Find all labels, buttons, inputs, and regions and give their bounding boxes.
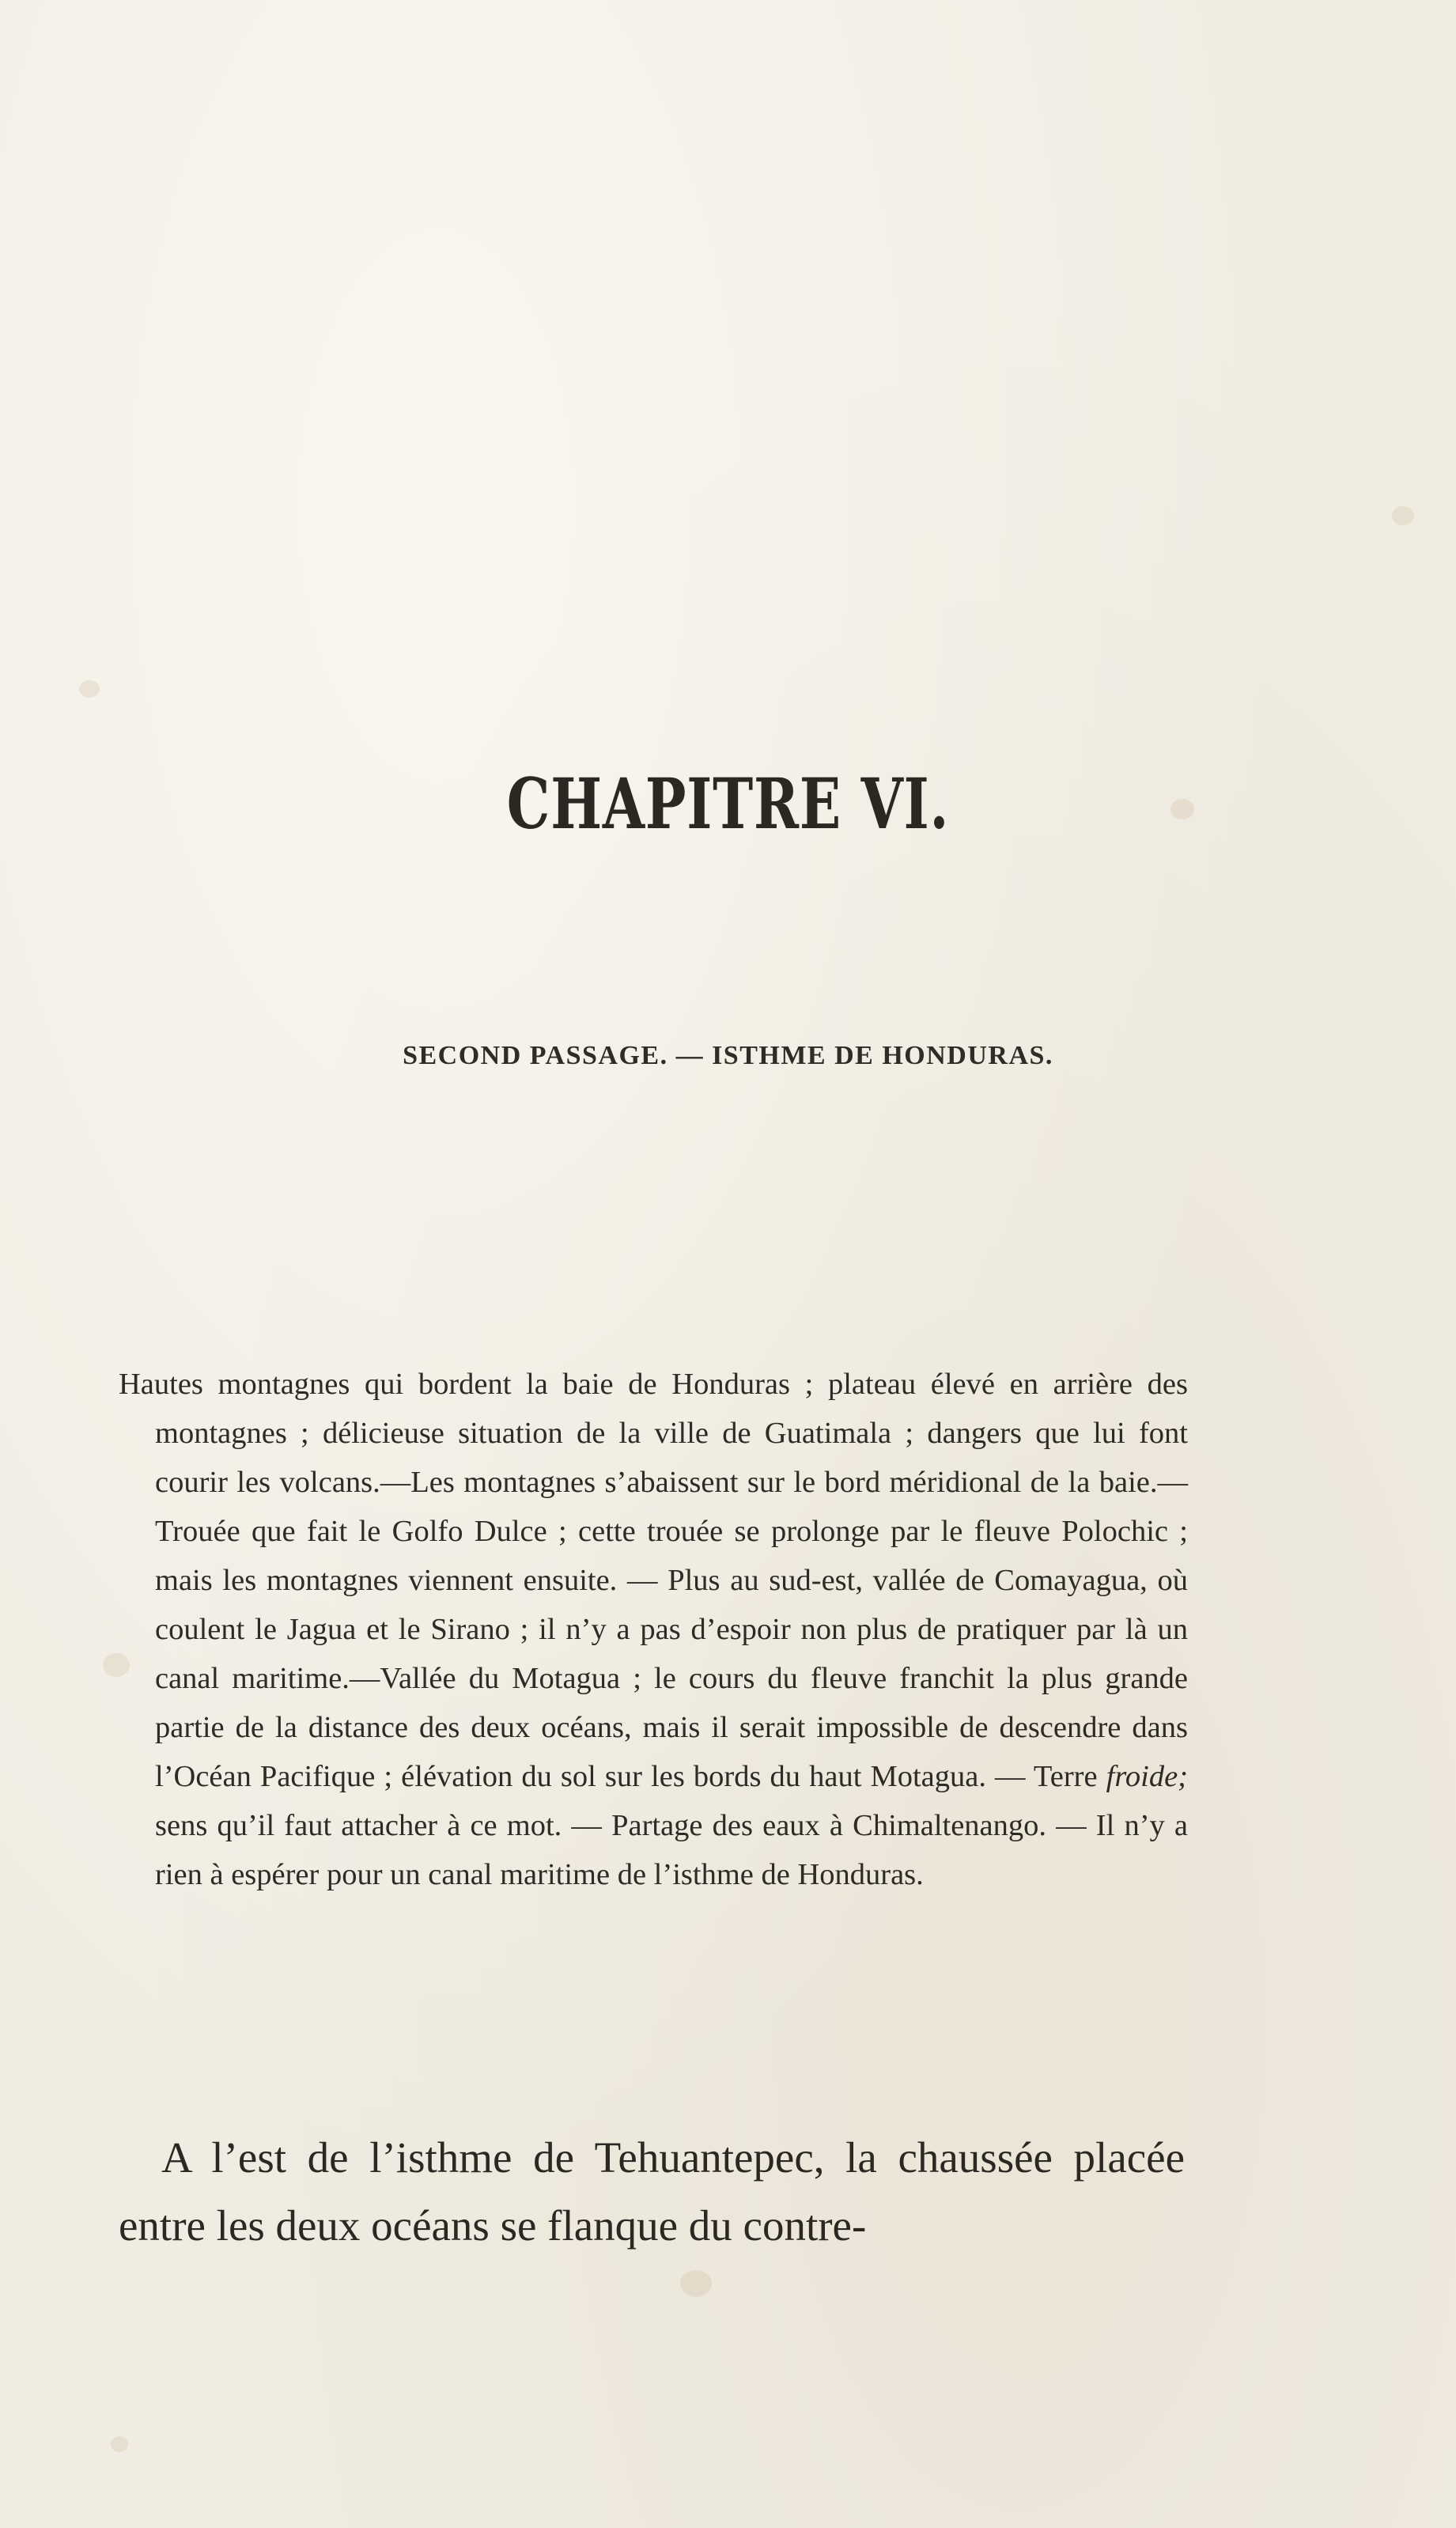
body-paragraph: A l’est de l’isthme de Tehuantepec, la chaussée placée entre les deux océans se flanque du contre- — [119, 2133, 1185, 2250]
chapter-summary — [119, 1360, 1188, 1899]
summary-text-continued: sens qu’il faut attacher à ce mot. — Partage des eaux à Chimaltenango. — Il n’y a rien à espérer pour un canal maritime de l’isthme de Honduras. — [155, 1808, 1188, 1891]
foxing-spot — [680, 2270, 712, 2297]
foxing-spot — [111, 2436, 128, 2452]
section-heading: SECOND PASSAGE. — ISTHME DE HONDURAS. — [403, 1041, 1053, 1070]
foxing-spot — [79, 680, 100, 698]
chapter-title: CHAPITRE VI. — [506, 762, 950, 845]
summary-text: Hautes montagnes qui bordent la baie de Honduras ; plateau élevé en arrière des montagnes ; délicieuse situation de la ville de Guatimala ; dangers que lui font courir les volcans.—Les montagnes s’abaissent sur le bord méridional de la baie.—Trouée que fait le Golfo Dulce ; cette trouée se prolonge par le fleuve Polochic ; mais les montagnes viennent ensuite. — Plus au sud-est, vallée de Comayagua, où coulent le Jagua et le Sirano ; il n’y a pas d’espoir non plus de pratiquer par là un canal maritime.—Vallée du Motagua ; le cours du fleuve franchit la plus grande partie de la distance des deux océans, mais il serait impossible de descendre dans l’Océan Pacifique ; élévation du sol sur les bords du haut Motagua. — Terre — [119, 1367, 1188, 1793]
bleed-through-background — [119, 229, 1194, 294]
summary-italic-term: froide; — [1106, 1759, 1188, 1793]
foxing-spot — [1392, 506, 1414, 525]
